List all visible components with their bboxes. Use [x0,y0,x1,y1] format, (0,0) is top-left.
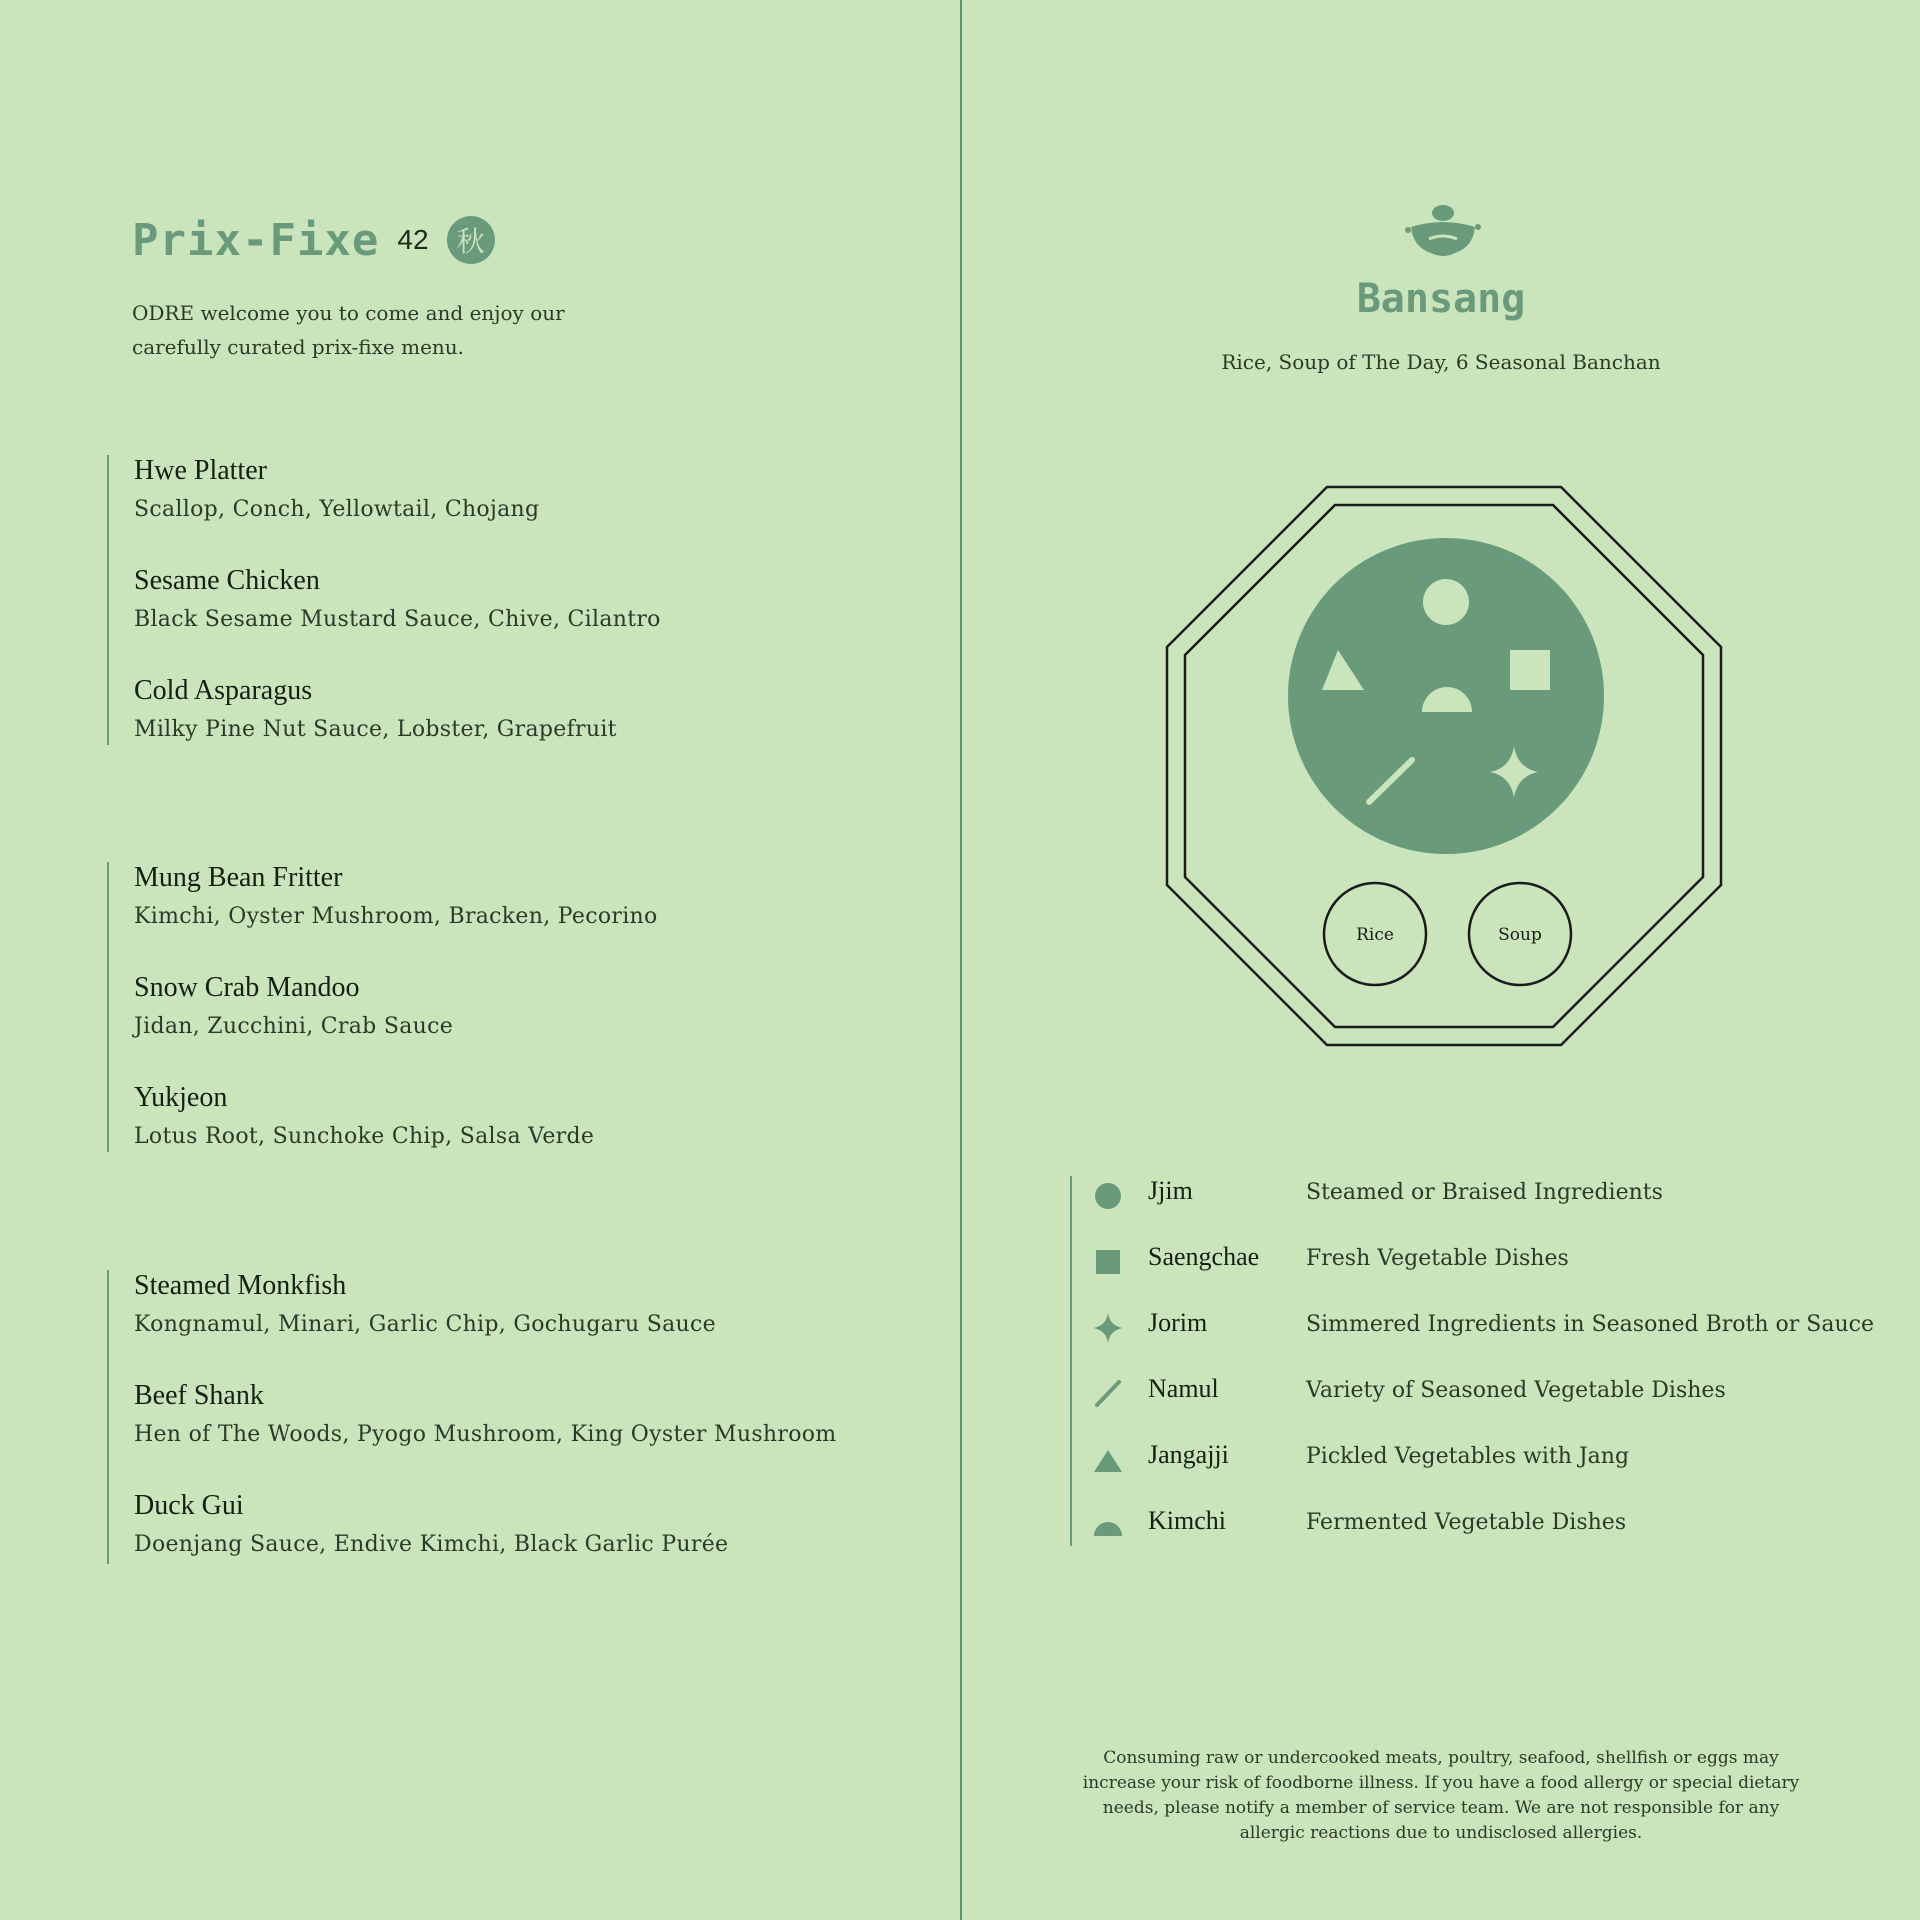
legend-desc: Simmered Ingredients in Seasoned Broth or Sauce [1306,1312,1874,1337]
menu-item-name: Sesame Chicken [134,565,320,596]
legend-term: Jjim [1148,1176,1193,1205]
menu-item-desc: Black Sesame Mustard Sauce, Chive, Cilantro [134,607,661,632]
menu-item-name: Yukjeon [134,1082,228,1113]
legend-item [1072,1176,1872,1242]
bansang-subtitle: Rice, Soup of The Day, 6 Seasonal Banchan [1221,350,1661,374]
menu-item-desc: Kimchi, Oyster Mushroom, Bracken, Pecorino [134,904,658,929]
legend-desc: Variety of Seasoned Vegetable Dishes [1306,1378,1726,1403]
legend-term: Jorim [1148,1308,1208,1337]
soup-label: Soup [1498,925,1542,945]
legend-item [1072,1506,1872,1572]
legend-desc: Fresh Vegetable Dishes [1306,1246,1569,1271]
menu-item-desc: Milky Pine Nut Sauce, Lobster, Grapefruit [134,717,617,742]
legend-term: Namul [1148,1374,1219,1403]
menu-intro: ODRE welcome you to come and enjoy our carefully curated prix-fixe menu. [132,301,565,359]
menu-item-desc: Jidan, Zucchini, Crab Sauce [134,1014,454,1039]
menu-item-desc: Kongnamul, Minari, Garlic Chip, Gochugaru Sauce [134,1312,716,1337]
bowl-logo-icon [1403,203,1483,263]
circle-icon [1092,1180,1124,1212]
menu-item-name: Steamed Monkfish [134,1270,347,1301]
jjim-circle-icon [1423,579,1469,625]
legend-desc: Steamed or Braised Ingredients [1306,1180,1663,1205]
bansang-panel [962,0,1920,1920]
legend-desc: Pickled Vegetables with Jang [1306,1444,1630,1469]
triangle-icon [1092,1444,1124,1476]
saengchae-square-icon [1510,650,1550,690]
menu-title: Prix-Fixe [132,214,380,266]
menu-item-name: Mung Bean Fritter [134,862,343,893]
menu-price: 42 [397,224,429,255]
bansang-tray-diagram [1164,484,1724,1048]
menu-item-desc: Doenjang Sauce, Endive Kimchi, Black Garlic Purée [134,1532,729,1557]
legend-item [1072,1308,1872,1374]
menu-item-name: Beef Shank [134,1380,264,1411]
legend-item [1072,1374,1872,1440]
course-group-2 [107,862,658,1152]
square-icon [1092,1246,1124,1278]
legend-term: Saengchae [1148,1242,1260,1271]
autumn-seal-icon: 秋 [447,216,495,264]
course-group-1 [107,455,661,745]
bansang-title: Bansang [1356,276,1526,322]
menu-item-desc: Scallop, Conch, Yellowtail, Chojang [134,497,540,522]
legend-desc: Fermented Vegetable Dishes [1306,1510,1627,1535]
legend-term: Jangajji [1148,1440,1229,1469]
banchan-legend [1070,1176,1872,1546]
course-group-3 [107,1270,837,1564]
menu-item-name: Hwe Platter [134,455,267,486]
legend-term: Kimchi [1148,1506,1226,1535]
half-circle-icon [1092,1510,1124,1542]
menu-item-name: Duck Gui [134,1490,244,1521]
line-icon [1092,1378,1124,1410]
menu-item-name: Cold Asparagus [134,675,313,706]
menu-header [132,210,495,270]
menu-item-name: Snow Crab Mandoo [134,972,360,1003]
legend-item [1072,1440,1872,1506]
menu-item-desc: Lotus Root, Sunchoke Chip, Salsa Verde [134,1124,595,1149]
allergy-disclaimer: Consuming raw or undercooked meats, poultry, seafood, shellfish or eggs may increase your risk of foodborne illness. If you have a food allergy or special dietary needs, please notify a member of service team. We are not responsible for any allergic reactions due to undisclosed allergies. [1082,1748,1800,1843]
legend-item [1072,1242,1872,1308]
menu-item-desc: Hen of The Woods, Pyogo Mushroom, King Oyster Mushroom [134,1422,837,1447]
star-icon [1092,1312,1124,1344]
rice-label: Rice [1356,925,1394,945]
